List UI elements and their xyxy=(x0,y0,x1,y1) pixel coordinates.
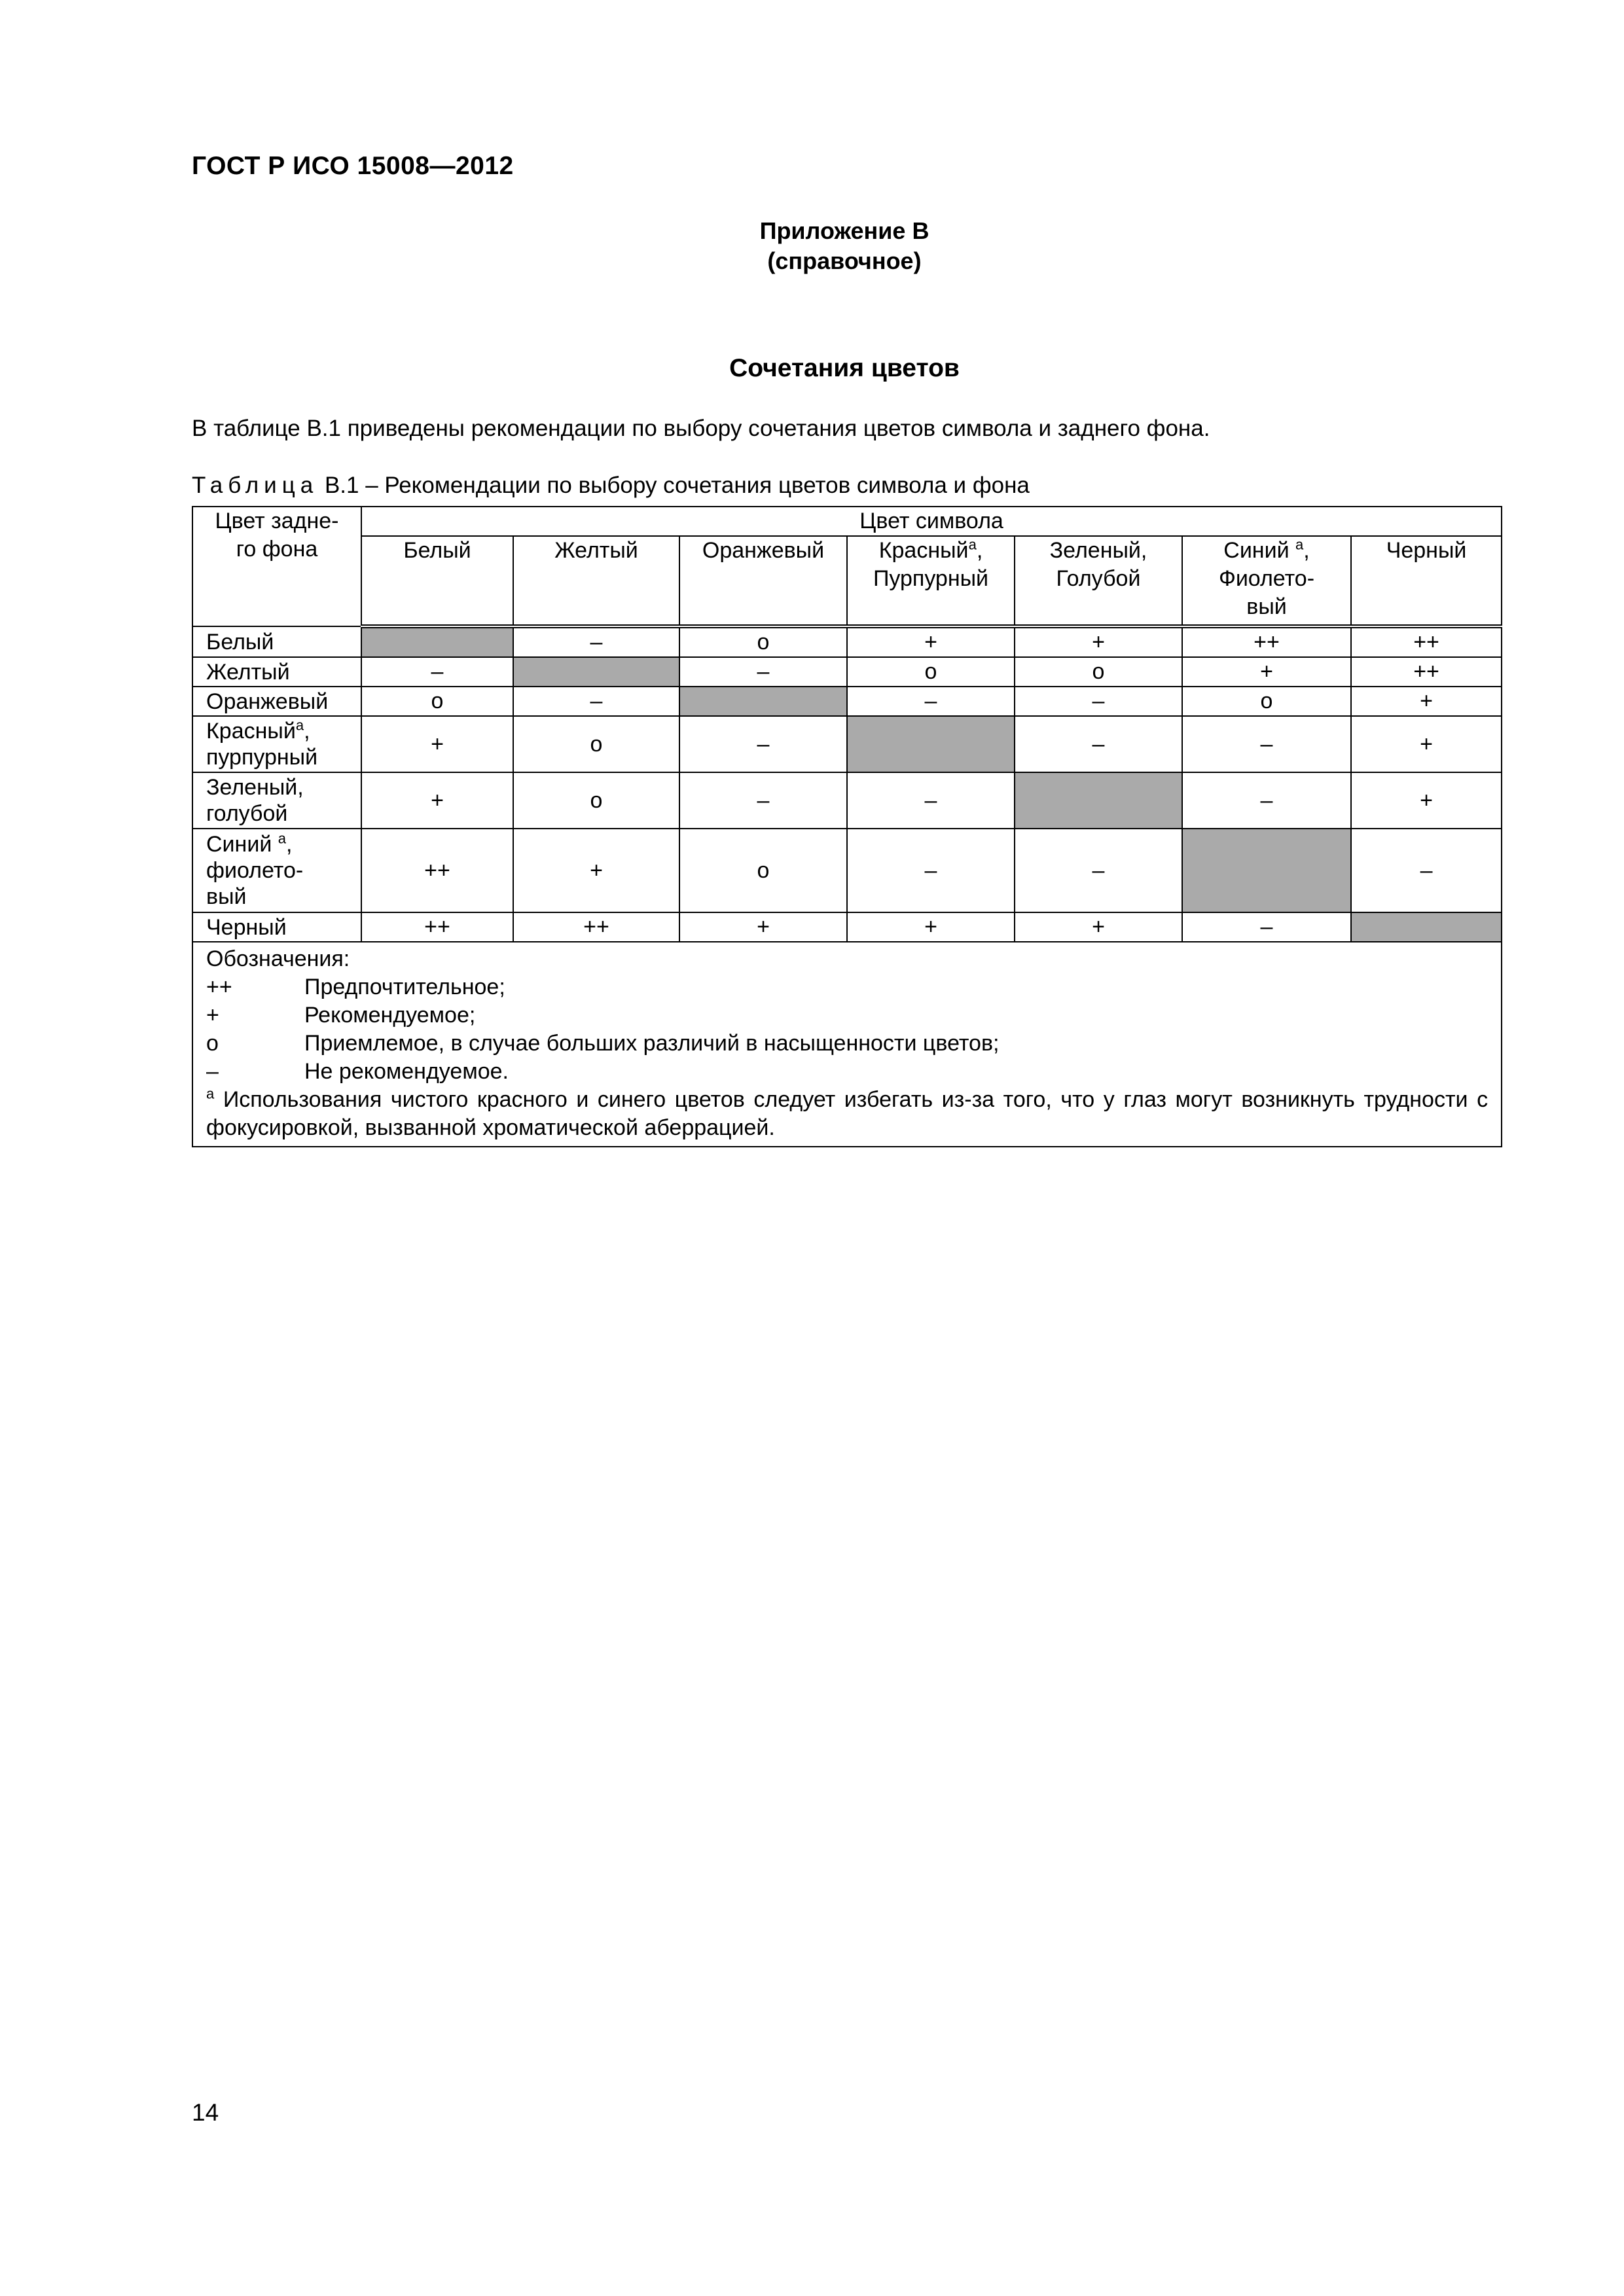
background-color-header: Цвет задне- го фона xyxy=(192,507,361,626)
table-cell: ++ xyxy=(1182,626,1351,657)
table-cell: – xyxy=(1351,829,1502,912)
table-cell: – xyxy=(513,687,679,716)
table-cell: + xyxy=(1351,772,1502,829)
table-cell: о xyxy=(679,829,847,912)
table-cell: – xyxy=(1015,687,1182,716)
color-combination-table xyxy=(192,506,1502,1147)
legend-item xyxy=(206,1058,1488,1086)
table-cell: о xyxy=(1015,657,1182,687)
table-cell: + xyxy=(1015,626,1182,657)
table-row xyxy=(192,829,1502,912)
table-cell: – xyxy=(679,772,847,829)
table-cell: – xyxy=(1182,772,1351,829)
table-cell: – xyxy=(1182,912,1351,942)
table-cell: + xyxy=(847,626,1015,657)
row-header: Оранжевый xyxy=(192,687,361,716)
column-header: Красный$^а$, Пурпурный xyxy=(847,536,1015,626)
table-cell: + xyxy=(679,912,847,942)
table-cell: + xyxy=(361,772,513,829)
table-cell: о xyxy=(513,716,679,772)
table-cell: ++ xyxy=(361,912,513,942)
table-caption xyxy=(192,473,1030,499)
legend-symbol: ++ xyxy=(206,975,232,999)
table-cell: о xyxy=(1182,687,1351,716)
table-cell: + xyxy=(1351,687,1502,716)
table-cell: – xyxy=(1015,716,1182,772)
table-row xyxy=(192,626,1502,657)
row-header: Белый xyxy=(192,626,361,657)
intro-paragraph: В таблице В.1 приведены рекомендации по выбору сочетания цветов символа и заднего фона. xyxy=(192,416,1210,441)
table-cell: – xyxy=(847,687,1015,716)
document-code: ГОСТ Р ИСО 15008—2012 xyxy=(192,152,514,180)
table-cell: – xyxy=(679,716,847,772)
legend-text: Рекомендуемое; xyxy=(304,1003,476,1028)
table-cell: ++ xyxy=(513,912,679,942)
table-cell: + xyxy=(1351,716,1502,772)
table-cell: о xyxy=(847,657,1015,687)
column-header: Белый xyxy=(361,536,513,626)
table-notes xyxy=(192,942,1502,1147)
column-header: Желтый xyxy=(513,536,679,626)
table-caption-label: Таблица xyxy=(192,473,319,498)
row-header: Зеленый, голубой xyxy=(192,772,361,829)
legend-text: Приемлемое, в случае больших различий в насыщенности цветов; xyxy=(304,1031,1000,1056)
legend-symbol: о xyxy=(206,1031,219,1056)
row-header: Красный$^а$, пурпурный xyxy=(192,716,361,772)
diagonal-cell xyxy=(513,657,679,687)
symbol-color-header: Цвет символа xyxy=(361,507,1502,536)
table-cell: ++ xyxy=(361,829,513,912)
table-cell: + xyxy=(361,716,513,772)
appendix-heading xyxy=(655,216,1034,276)
table-cell: ++ xyxy=(1351,626,1502,657)
legend-title: Обозначения: xyxy=(206,946,350,971)
table-cell: – xyxy=(847,829,1015,912)
appendix-title: Приложение В xyxy=(759,217,929,244)
table-cell: + xyxy=(513,829,679,912)
section-title: Сочетания цветов xyxy=(729,354,960,382)
table-cell: + xyxy=(1015,912,1182,942)
footnote: $^а$ Использования чистого красного и синего цветов следует избегать из-за того, что у глаз могут возникнуть трудности с фокусировкой, вызванной хроматической аберрацией. xyxy=(206,1085,1489,1140)
legend-item xyxy=(206,1001,1488,1030)
table-cell: – xyxy=(679,657,847,687)
legend-symbol: – xyxy=(206,1059,219,1084)
column-header: Оранжевый xyxy=(679,536,847,626)
column-header: Черный xyxy=(1351,536,1502,626)
diagonal-cell xyxy=(1351,912,1502,942)
table-row xyxy=(192,912,1502,942)
legend-text: Не рекомендуемое. xyxy=(304,1059,509,1084)
appendix-type: (справочное) xyxy=(767,247,922,274)
column-header: Синий $^а$, Фиолето- вый xyxy=(1182,536,1351,626)
table-cell: о xyxy=(361,687,513,716)
column-header: Зеленый, Голубой xyxy=(1015,536,1182,626)
table-cell: о xyxy=(513,772,679,829)
diagonal-cell xyxy=(1182,829,1351,912)
legend-text: Предпочтительное; xyxy=(304,975,505,999)
table-cell: – xyxy=(513,626,679,657)
legend-item xyxy=(206,1030,1488,1058)
row-header: Желтый xyxy=(192,657,361,687)
table-cell: о xyxy=(679,626,847,657)
legend-symbol: + xyxy=(206,1003,219,1028)
table-cell: – xyxy=(361,657,513,687)
page-number: 14 xyxy=(192,2099,219,2126)
table-cell: – xyxy=(1015,829,1182,912)
legend-item xyxy=(206,973,1488,1001)
table-row xyxy=(192,716,1502,772)
table-cell: – xyxy=(847,772,1015,829)
row-header: Синий $^а$, фиолето- вый xyxy=(192,829,361,912)
diagonal-cell xyxy=(847,716,1015,772)
table-cell: – xyxy=(1182,716,1351,772)
diagonal-cell xyxy=(361,626,513,657)
table-caption-text: В.1 – Рекомендации по выбору сочетания цветов символа и фона xyxy=(318,473,1030,498)
table-row xyxy=(192,687,1502,716)
table-cell: ++ xyxy=(1351,657,1502,687)
row-header: Черный xyxy=(192,912,361,942)
table-cell: + xyxy=(847,912,1015,942)
diagonal-cell xyxy=(679,687,847,716)
table-cell: + xyxy=(1182,657,1351,687)
table-row xyxy=(192,772,1502,829)
table-row xyxy=(192,657,1502,687)
diagonal-cell xyxy=(1015,772,1182,829)
